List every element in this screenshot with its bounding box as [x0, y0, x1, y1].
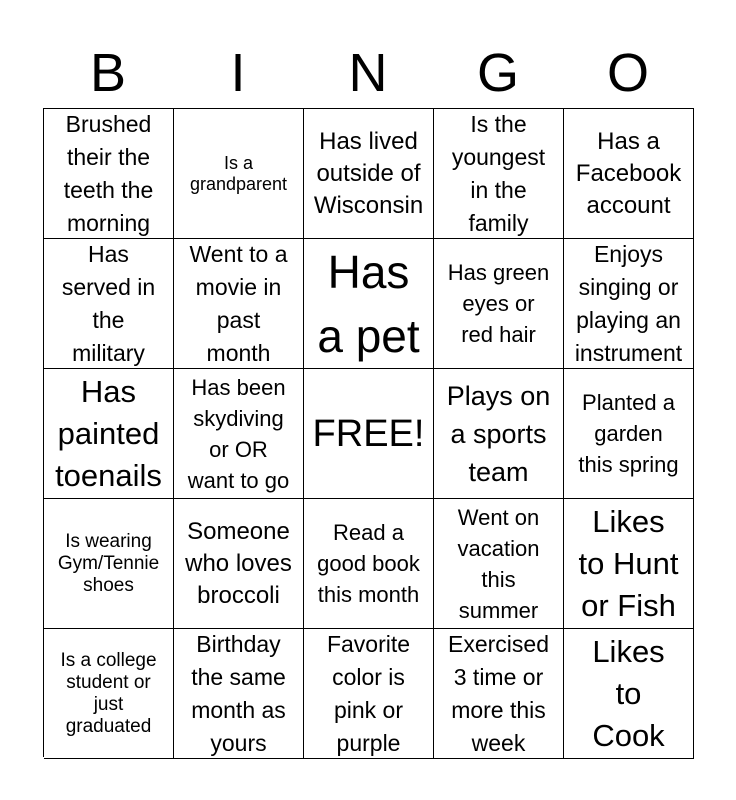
header-letter-o: O [606, 43, 649, 103]
bingo-cell[interactable] [434, 239, 564, 369]
bingo-cell[interactable] [564, 629, 694, 759]
cell-text: Plays on a sports team [446, 380, 551, 487]
header-letter-g: G [476, 43, 519, 103]
cell-text: Exercised 3 time or more this week [448, 630, 549, 756]
bingo-cell[interactable] [174, 629, 304, 759]
cell-text: Has green eyes or red hair [447, 260, 550, 347]
cell-text: Went on vacation this summer [457, 504, 540, 623]
bingo-cell[interactable] [174, 369, 304, 499]
cell-text: Planted a garden this spring [578, 390, 679, 477]
bingo-header [43, 40, 693, 106]
bingo-cell[interactable] [44, 499, 174, 629]
bingo-cell[interactable] [44, 369, 174, 499]
free-space-label: FREE! [312, 412, 425, 455]
cell-text: Birthday the same month as yours [191, 630, 286, 756]
bingo-cell[interactable] [174, 109, 304, 239]
free-space[interactable] [304, 369, 434, 499]
cell-text: Is wearing Gym/Tennie shoes [57, 530, 160, 596]
cell-text: Has a pet [317, 245, 420, 362]
cell-text: Has a Facebook account [575, 127, 682, 219]
header-letter-n: N [348, 43, 388, 103]
bingo-cell[interactable] [434, 629, 564, 759]
bingo-cell[interactable] [564, 499, 694, 629]
bingo-grid [43, 108, 694, 757]
cell-text: Likes to Cook [592, 633, 665, 753]
cell-text: Is a grandparent [189, 152, 288, 194]
cell-text: Someone who loves broccoli [185, 517, 292, 609]
cell-text: Is the youngest in the family [451, 110, 546, 236]
header-letter-b: B [89, 43, 127, 103]
bingo-cell[interactable] [304, 239, 434, 369]
bingo-cell[interactable] [174, 499, 304, 629]
bingo-cell[interactable] [434, 369, 564, 499]
cell-text: Enjoys singing or playing an instrument [574, 240, 683, 366]
bingo-cell[interactable] [44, 239, 174, 369]
bingo-cell[interactable] [304, 499, 434, 629]
cell-text: Has painted toenails [55, 373, 162, 493]
cell-text: Went to a movie in past month [189, 240, 288, 366]
bingo-cell[interactable] [44, 109, 174, 239]
bingo-cell[interactable] [44, 629, 174, 759]
header-letter-i: I [230, 43, 246, 103]
bingo-cell[interactable] [564, 239, 694, 369]
bingo-cell[interactable] [174, 239, 304, 369]
cell-text: Read a good book this month [317, 520, 420, 607]
cell-text: Has been skydiving or OR want to go [187, 374, 290, 493]
bingo-cell[interactable] [564, 369, 694, 499]
cell-text: Is a college student or just graduated [60, 649, 157, 737]
cell-text: Has lived outside of Wisconsin [313, 127, 424, 219]
bingo-cell[interactable] [304, 629, 434, 759]
cell-text: Likes to Hunt or Fish [578, 503, 679, 623]
bingo-cell[interactable] [434, 109, 564, 239]
bingo-cell[interactable] [304, 109, 434, 239]
bingo-cell[interactable] [434, 499, 564, 629]
cell-text: Has served in the military [61, 240, 156, 366]
cell-text: Favorite color is pink or purple [326, 630, 411, 756]
cell-text: Brushed their the teeth the morning [63, 110, 154, 236]
bingo-cell[interactable] [564, 109, 694, 239]
